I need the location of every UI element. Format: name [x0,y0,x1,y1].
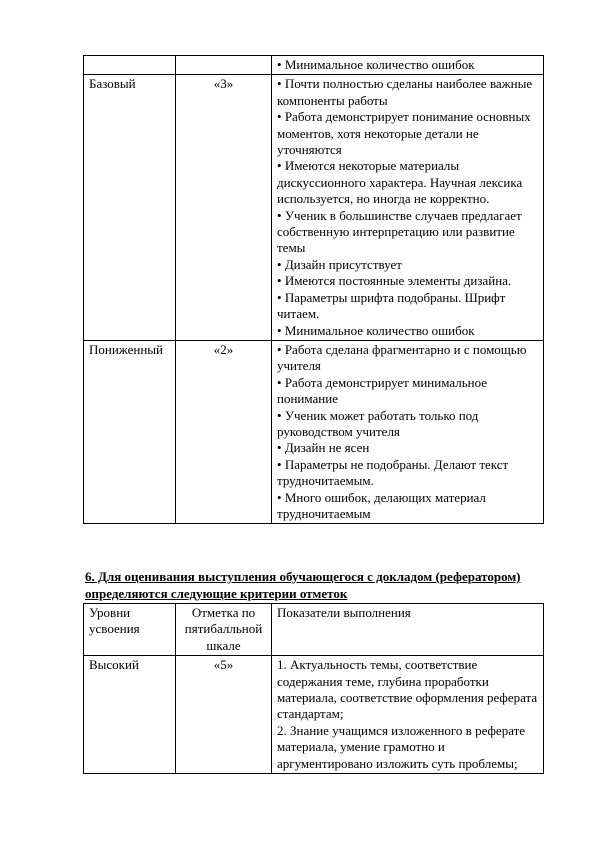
column-header-mark: Отметка по пятибалльной шкале [176,604,272,656]
level-cell: Высокий [84,656,176,774]
list-item: 1. Актуальность темы, соответствие содержания теме, глубина проработки материала, соответствие оформления реферата стандартам; [277,657,538,722]
list-item: • Работа демонстрирует минимальное понимание [277,375,538,408]
report-criteria-table [83,603,544,774]
list-item: • Дизайн не ясен [277,440,538,456]
table-cell-empty [84,56,176,75]
list-item: • Ученик может работать только под руководством учителя [277,408,538,441]
list-item: • Работа сделана фрагментарно и с помощью учителя [277,342,538,375]
level-cell: Базовый [84,75,176,341]
table-row [84,56,544,75]
table-cell-indicators [272,656,544,774]
level-cell: Пониженный [84,340,176,523]
list-item: • Работа демонстрирует понимание основных моментов, хотя некоторые детали не уточняются [277,109,538,158]
mark-cell: «5» [176,656,272,774]
list-item: • Дизайн присутствует [277,257,538,273]
list-item: • Параметры не подобраны. Делают текст трудночитаемым. [277,457,538,490]
column-header-levels: Уровни усвоения [84,604,176,656]
table-row-basic [84,75,544,341]
list-item: • Имеются некоторые материалы дискуссионного характера. Научная лексика используется, но иногда не корректно. [277,158,538,207]
list-item: • Почти полностью сделаны наиболее важные компоненты работы [277,76,538,109]
mark-cell: «2» [176,340,272,523]
list-item: • Минимальное количество ошибок [277,57,538,73]
table-header-row [84,604,544,656]
table-cell-indicators [272,75,544,341]
list-item: • Имеются постоянные элементы дизайна. [277,273,538,289]
criteria-table-continued [83,55,544,524]
table-row-reduced [84,340,544,523]
list-item: • Ученик в большинстве случаев предлагает собственную интерпретацию или развитие темы [277,208,538,257]
list-item: 2. Знание учащимся изложенного в реферате материала, умение грамотно и аргументировано изложить суть проблемы; [277,722,526,771]
section-heading: 6. Для оценивания выступления обучающегося с докладом (рефератором) определяются следующие критерии отметок [85,569,521,601]
list-item: • Минимальное количество ошибок [277,323,538,339]
table-cell-indicators [272,340,544,523]
list-item: • Параметры шрифта подобраны. Шрифт читаем. [277,290,538,323]
list-item: • Много ошибок, делающих материал трудночитаемым [277,490,538,523]
table-cell-indicators [272,56,544,75]
mark-cell: «3» [176,75,272,341]
table-cell-empty [176,56,272,75]
column-header-indicators: Показатели выполнения [272,604,544,656]
table-row-high [84,656,544,774]
